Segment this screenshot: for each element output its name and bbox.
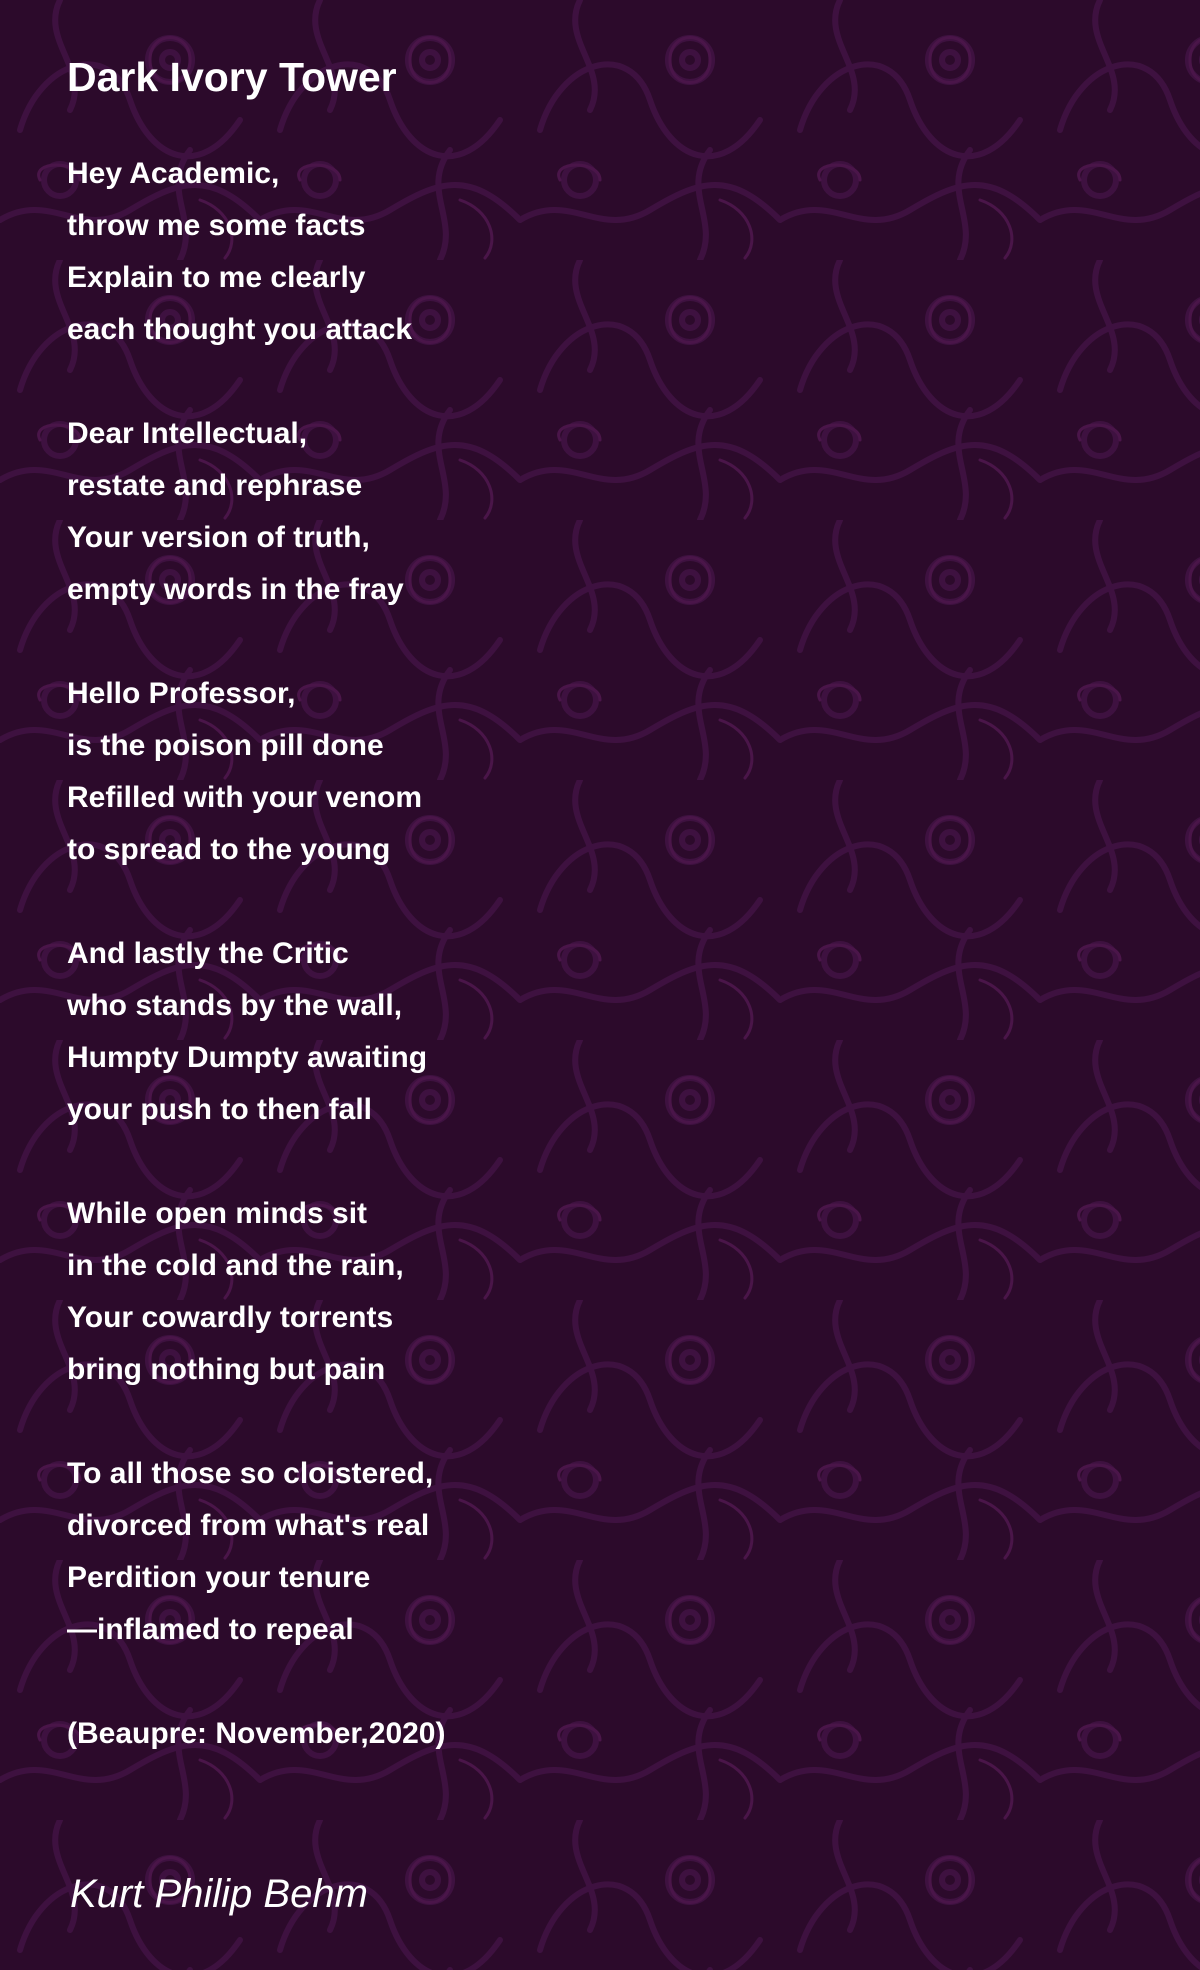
poem-line: empty words in the fray xyxy=(67,573,404,606)
poem-line: Hello Professor, xyxy=(67,677,296,710)
poem-body xyxy=(67,148,967,1760)
poem-stanza xyxy=(67,1188,967,1396)
poem-line: Humpty Dumpty awaiting xyxy=(67,1041,428,1074)
poem-line: Your cowardly torrents xyxy=(67,1301,394,1334)
poem-line: —inflamed to repeal xyxy=(67,1613,354,1646)
poem-line: is the poison pill done xyxy=(67,729,384,762)
poem-line: in the cold and the rain, xyxy=(67,1249,404,1282)
poem-author: Kurt Philip Behm xyxy=(70,1872,368,1916)
poem-date-note: (Beaupre: November,2020) xyxy=(67,1717,446,1750)
poem-stanza xyxy=(67,1448,967,1656)
poem-stanza xyxy=(67,148,967,356)
poem-line: restate and rephrase xyxy=(67,469,363,502)
poem-stanza xyxy=(67,928,967,1136)
poem-line: Perdition your tenure xyxy=(67,1561,371,1594)
poem-line: to spread to the young xyxy=(67,833,391,866)
poem-stanza xyxy=(67,668,967,876)
poem-title: Dark Ivory Tower xyxy=(67,54,397,100)
poem-line: who stands by the wall, xyxy=(67,989,403,1022)
poem-line: Refilled with your venom xyxy=(67,781,423,814)
poem-line: throw me some facts xyxy=(67,209,366,242)
poem-line: each thought you attack xyxy=(67,313,413,346)
poem-line: To all those so cloistered, xyxy=(67,1457,434,1490)
poem-line: Explain to me clearly xyxy=(67,261,366,294)
poem-line: Your version of truth, xyxy=(67,521,370,554)
poem-stanza xyxy=(67,408,967,616)
poem-line: And lastly the Critic xyxy=(67,937,349,970)
poem-line: bring nothing but pain xyxy=(67,1353,386,1386)
poem-line: Hey Academic, xyxy=(67,157,280,190)
poem-line: divorced from what's real xyxy=(67,1509,430,1542)
poem-line: your push to then fall xyxy=(67,1093,372,1126)
poem-line: While open minds sit xyxy=(67,1197,368,1230)
poem-line: Dear Intellectual, xyxy=(67,417,308,450)
